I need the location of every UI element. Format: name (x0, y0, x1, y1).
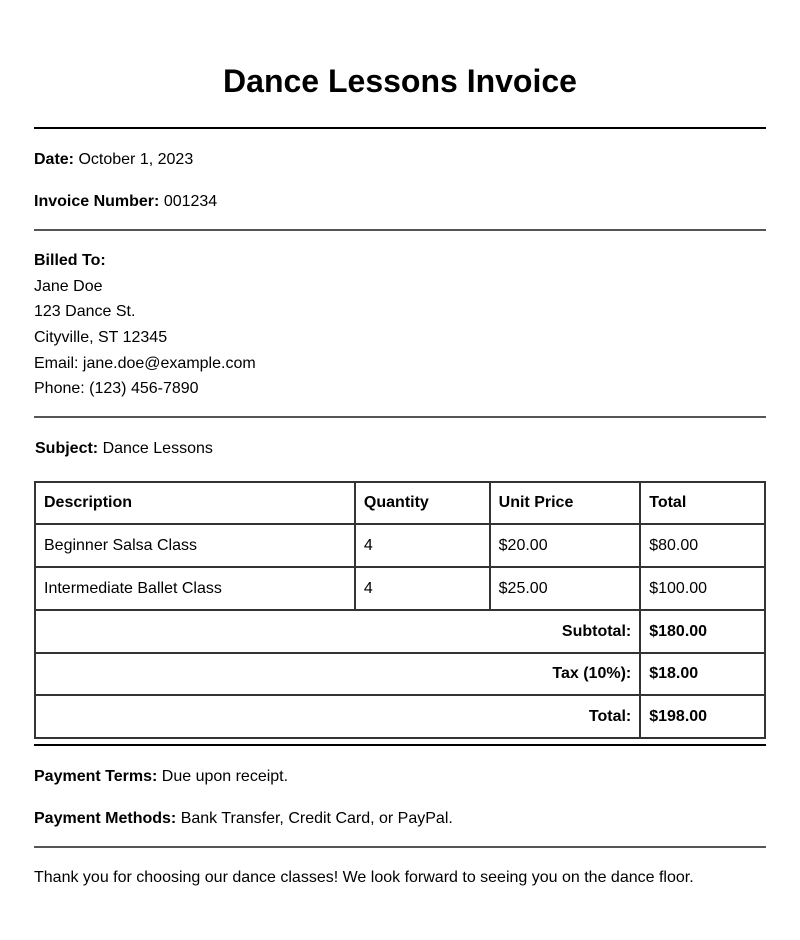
column-header-unit-price: Unit Price (490, 482, 641, 524)
tax-value: $18.00 (640, 653, 765, 695)
divider (34, 846, 766, 848)
divider (34, 416, 766, 418)
payment-methods-value: Bank Transfer, Credit Card, or PayPal. (180, 810, 453, 827)
subject-value: Dance Lessons (102, 440, 213, 457)
row-total: $100.00 (640, 567, 765, 610)
divider (34, 744, 766, 746)
page-title: Dance Lessons Invoice (223, 63, 577, 99)
subtotal-value: $180.00 (640, 610, 765, 653)
table-header-row (35, 482, 765, 524)
column-header-description: Description (35, 482, 355, 524)
billed-to-street: 123 Dance St. (34, 303, 136, 320)
subtotal-row (35, 610, 765, 653)
total-row (35, 695, 765, 738)
billed-to-label: Billed To: (34, 252, 106, 269)
invoice-number-label: Invoice Number: (34, 193, 160, 210)
payment-terms-label: Payment Terms: (34, 768, 158, 785)
invoice-number-line (34, 192, 217, 212)
billed-to-city: Cityville, ST 12345 (34, 329, 168, 346)
row-unit-price: $20.00 (490, 524, 641, 567)
tax-label: Tax (10%): (35, 653, 640, 695)
payment-terms-value: Due upon receipt. (161, 768, 289, 785)
date-line (34, 150, 193, 170)
column-header-total: Total (640, 482, 765, 524)
divider (34, 229, 766, 231)
date-label: Date: (34, 151, 75, 168)
row-description: Intermediate Ballet Class (35, 567, 355, 610)
date-value: October 1, 2023 (78, 151, 194, 168)
subtotal-label: Subtotal: (35, 610, 640, 653)
row-total: $80.00 (640, 524, 765, 567)
billed-to-name: Jane Doe (34, 278, 103, 295)
row-quantity: 4 (355, 567, 490, 610)
table-row (35, 567, 765, 610)
invoice-number-value: 001234 (163, 193, 218, 210)
subject-label: Subject: (35, 440, 99, 457)
tax-row (35, 653, 765, 695)
row-unit-price: $25.00 (490, 567, 641, 610)
row-description: Beginner Salsa Class (35, 524, 355, 567)
table-row (35, 524, 765, 567)
billed-to-email: Email: jane.doe@example.com (34, 355, 256, 372)
subject-line (35, 439, 213, 459)
payment-methods-line (34, 809, 453, 829)
billed-to-phone: Phone: (123) 456-7890 (34, 380, 199, 397)
payment-terms-line (34, 767, 288, 787)
row-quantity: 4 (355, 524, 490, 567)
total-label: Total: (35, 695, 640, 738)
thank-you-message: Thank you for choosing our dance classes! We look forward to seeing you on the dance floor. (34, 869, 694, 886)
total-value: $198.00 (640, 695, 765, 738)
divider (34, 127, 766, 129)
payment-methods-label: Payment Methods: (34, 810, 177, 827)
line-items-table (34, 481, 766, 739)
column-header-quantity: Quantity (355, 482, 490, 524)
